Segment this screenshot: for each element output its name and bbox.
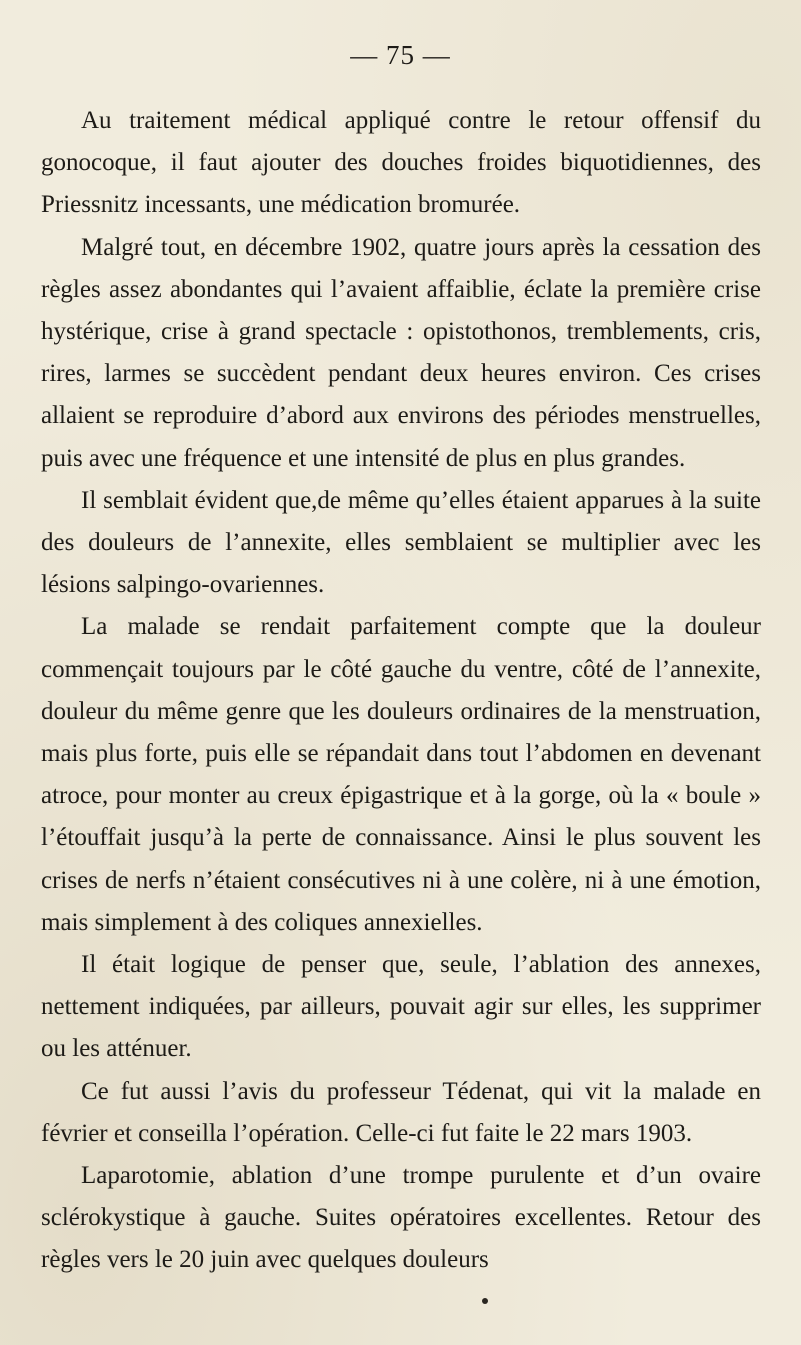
paragraph: Ce fut aussi l’avis du professeur Tédenat, qui vit la malade en février et conseilla l’opération. Celle-ci fut faite le 22 mars 1903. [41, 1077, 761, 1147]
ink-speck [482, 1298, 488, 1304]
paragraph: Il semblait évident que,de même qu’elles étaient apparues à la suite des douleurs de l’annexite, elles semblaient se multiplier avec les lésions salpingo-ovariennes. [41, 486, 761, 599]
body-text [41, 100, 761, 1282]
paragraph: Laparotomie, ablation d’une trompe purulente et d’un ovaire sclérokystique à gauche. Suites opératoires excellentes. Retour des règles vers le 20 juin avec quelques douleurs [41, 1162, 761, 1274]
paragraph: Malgré tout, en décembre 1902, quatre jours après la cessation des règles assez abondantes qui l’avaient affaiblie, éclate la première crise hystérique, crise à grand spectacle : opistothonos, tremblements, cris, rires, larmes se succèdent pendant deux heures environ. Ces crises allaient se reproduire d’abord aux environs des périodes menstruelles, puis avec une fréquence et une intensité de plus en plus grandes. [41, 233, 761, 472]
page-number: — 75 — [350, 40, 451, 70]
paragraph: Il était logique de penser que, seule, l’ablation des annexes, nettement indiquées, par ailleurs, pouvait agir sur elles, les supprimer ou les atténuer. [41, 951, 761, 1063]
paragraph: La malade se rendait parfaitement compte que la douleur commençait toujours par le côté gauche du ventre, côté de l’annexite, douleur du même genre que les douleurs ordinaires de la menstruation, mais plus forte, puis elle se répandait dans tout l’abdomen en devenant atroce, pour monter au creux épigastrique et à la gorge, où la « boule » l’étouffait jusqu’à la perte de connaissance. Ainsi le plus souvent les crises de nerfs n’étaient consécutives ni à une colère, ni à une émotion, mais simplement à des coliques annexielles. [41, 613, 761, 936]
paragraph: Au traitement médical appliqué contre le retour offensif du gonocoque, il faut ajouter des douches froides biquotidiennes, des Priessnitz incessants, une médication bromurée. [41, 107, 761, 219]
